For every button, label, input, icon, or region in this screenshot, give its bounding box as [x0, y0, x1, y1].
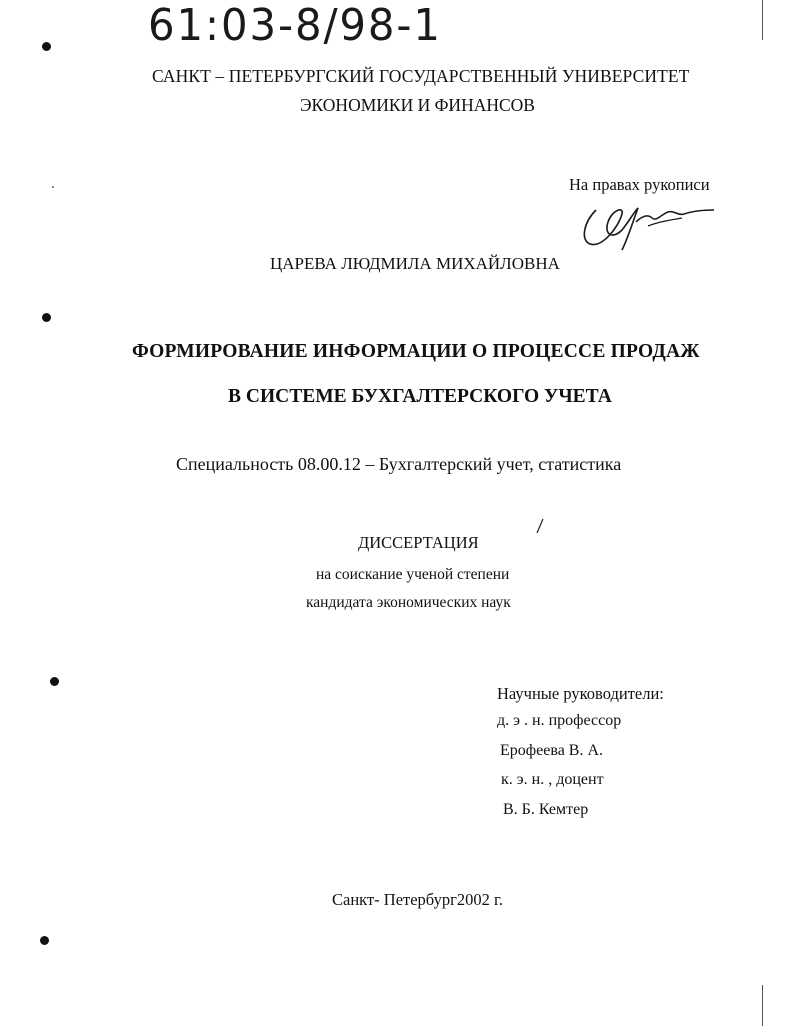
- supervisor-line: д. э . н. профессор: [497, 712, 622, 729]
- degree-line2: кандидата экономических наук: [306, 594, 511, 611]
- city-year: Санкт- Петербург2002 г.: [332, 890, 504, 909]
- supervisors-heading: Научные руководители:: [497, 684, 664, 703]
- university-name-line1: САНКТ – ПЕТЕРБУРГСКИЙ ГОСУДАРСТВЕННЫЙ УНИВЕРСИТЕТ: [152, 66, 690, 86]
- dissertation-title-line1: ФОРМИРОВАНИЕ ИНФОРМАЦИИ О ПРОЦЕССЕ ПРОДАЖ: [132, 341, 700, 362]
- specialty-line: Специальность 08.00.12 – Бухгалтерский учет, статистика: [176, 454, 622, 474]
- dissertation-title-line2: В СИСТЕМЕ БУХГАЛТЕРСКОГО УЧЕТА: [228, 386, 612, 407]
- binder-hole-mark: [40, 936, 49, 945]
- scan-speck: [52, 186, 54, 188]
- supervisor-line: Ерофеева В. А.: [500, 742, 604, 759]
- university-name-line2: ЭКОНОМИКИ И ФИНАНСОВ: [300, 95, 535, 115]
- scan-edge-line-bottom: [762, 985, 763, 1026]
- binder-hole-mark: [50, 677, 59, 686]
- supervisor-line: В. Б. Кемтер: [503, 801, 589, 818]
- author-name: ЦАРЕВА ЛЮДМИЛА МИХАЙЛОВНА: [270, 254, 560, 273]
- scan-edge-line-top: [762, 0, 763, 40]
- signature-handwritten: [578, 200, 718, 255]
- dissertation-label: ДИССЕРТАЦИЯ: [358, 533, 479, 552]
- archive-code-handwritten: 61:03-8/98-1: [148, 0, 442, 51]
- pen-stroke-mark: [535, 518, 545, 534]
- degree-line1: на соискание ученой степени: [316, 566, 510, 583]
- binder-hole-mark: [42, 313, 51, 322]
- rights-note: На правах рукописи: [569, 175, 710, 194]
- supervisor-line: к. э. н. , доцент: [501, 771, 604, 788]
- binder-hole-mark: [42, 42, 51, 51]
